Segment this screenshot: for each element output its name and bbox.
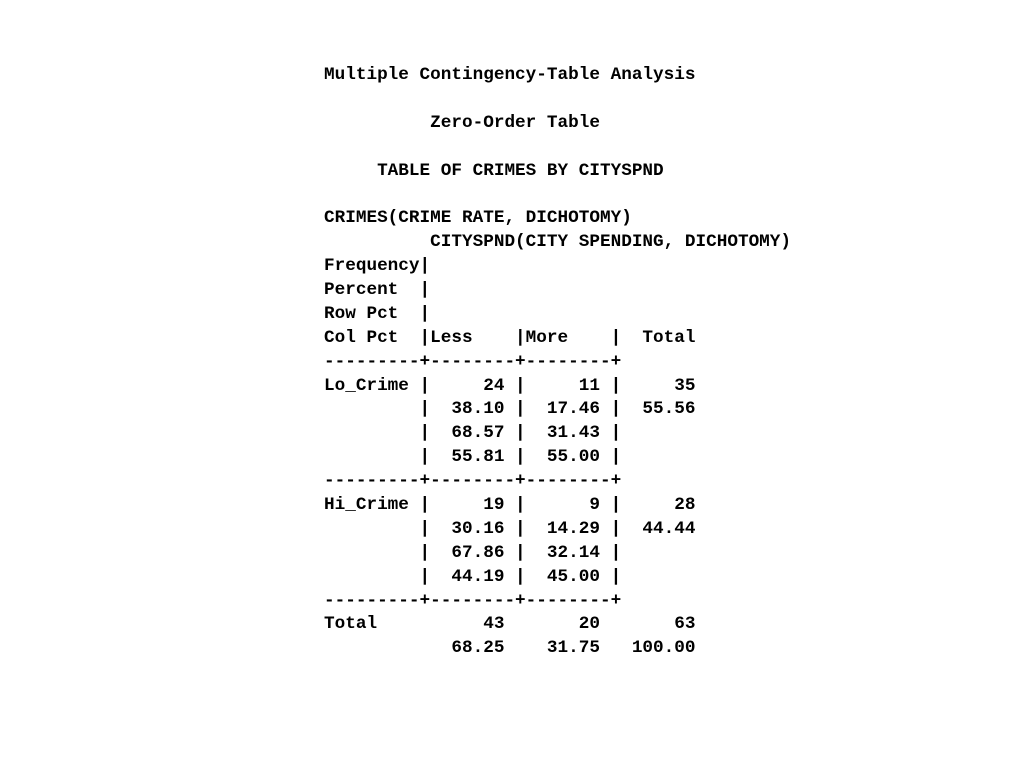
table-separator: ---------+--------+--------+: [324, 590, 622, 611]
total-row-percent: 68.25 31.75 100.00: [324, 638, 696, 659]
report-subtitle: Zero-Order Table: [324, 112, 600, 133]
column-variable-label: CITYSPND(CITY SPENDING, DICHOTOMY): [324, 232, 792, 253]
table-row-percent: | 38.10 | 17.46 | 55.56: [324, 399, 696, 420]
blank-line: [324, 183, 791, 207]
table-row-col-pct: | 55.81 | 55.00 |: [324, 447, 622, 468]
row-variable-label: CRIMES(CRIME RATE, DICHOTOMY): [324, 208, 632, 229]
table-separator: ---------+--------+--------+: [324, 471, 622, 492]
statistic-label: Percent |: [324, 280, 431, 301]
sas-output-listing: [324, 64, 791, 661]
table-row-row-pct: | 67.86 | 32.14 |: [324, 542, 622, 563]
table-row-frequency: Hi_Crime | 19 | 9 | 28: [324, 495, 696, 516]
statistic-label: Row Pct |: [324, 303, 431, 324]
table-row-frequency: Lo_Crime | 24 | 11 | 35: [324, 375, 696, 396]
blank-line: [324, 136, 791, 160]
table-row-col-pct: | 44.19 | 45.00 |: [324, 566, 622, 587]
statistic-label: Frequency|: [324, 256, 431, 277]
table-row-percent: | 30.16 | 14.29 | 44.44: [324, 518, 696, 539]
total-row-frequency: Total 43 20 63: [324, 614, 696, 635]
table-heading: TABLE OF CRIMES BY CITYSPND: [324, 160, 664, 181]
blank-line: [324, 88, 791, 112]
table-row-row-pct: | 68.57 | 31.43 |: [324, 423, 622, 444]
table-separator: ---------+--------+--------+: [324, 351, 622, 372]
report-title: Multiple Contingency-Table Analysis: [324, 65, 696, 85]
column-header-row: Col Pct |Less |More | Total: [324, 327, 696, 348]
